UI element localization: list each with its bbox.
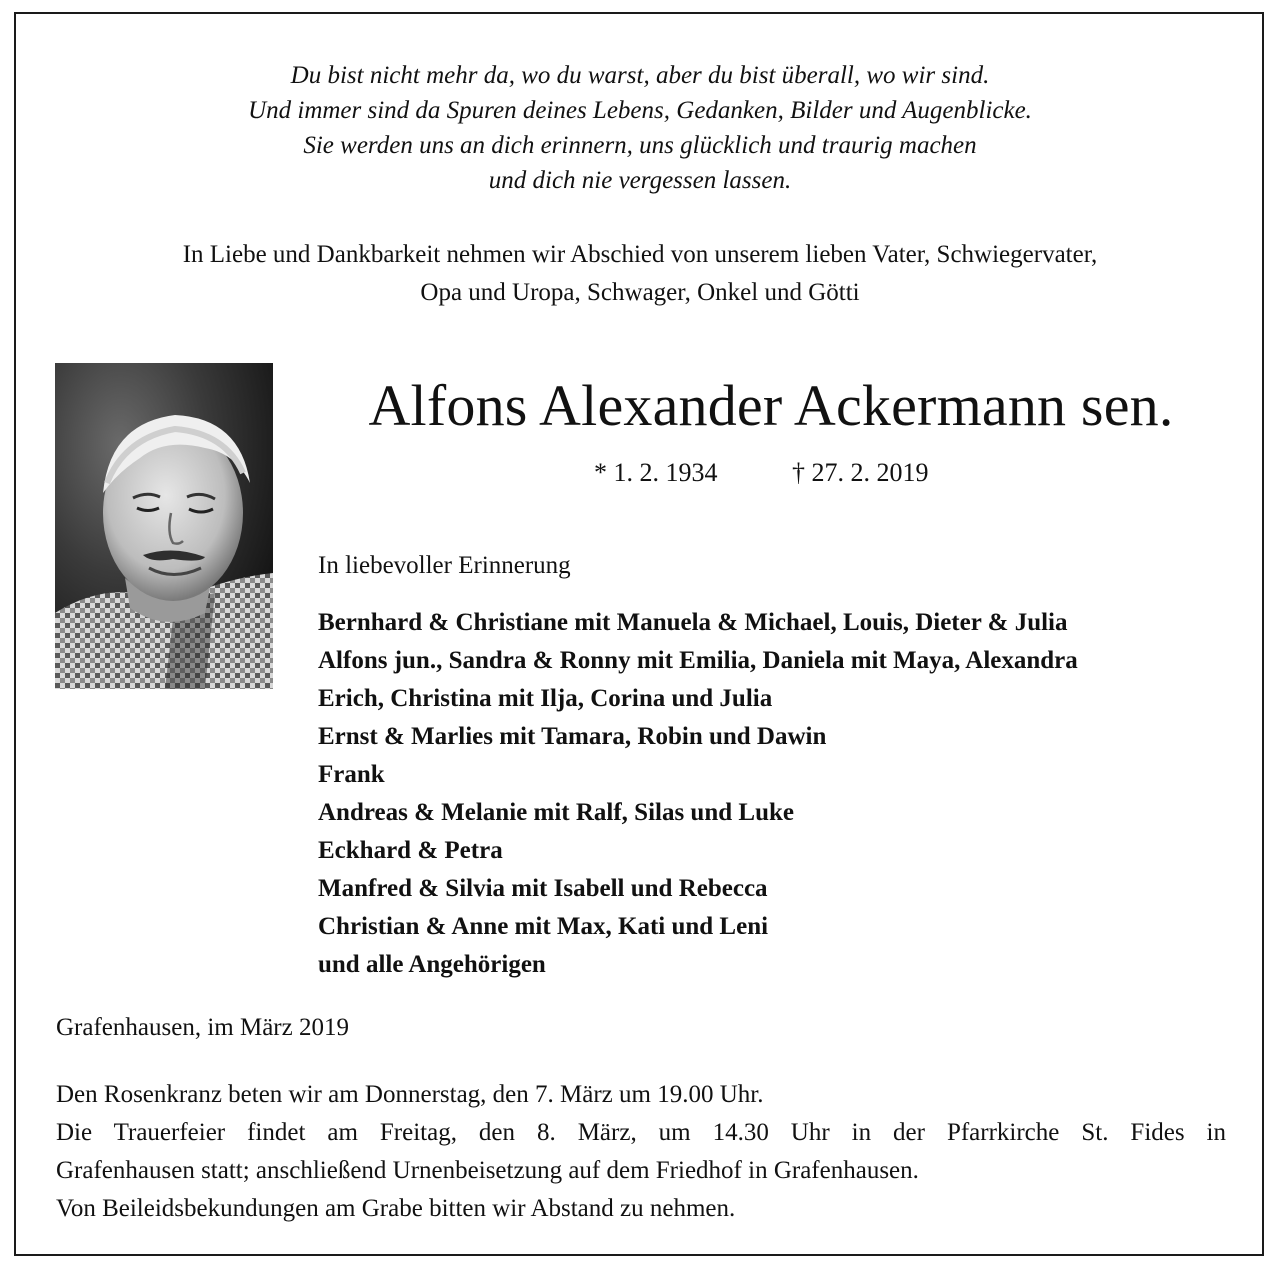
memory-label: In liebevoller Erinnerung: [318, 552, 571, 579]
family-line: Manfred & Silvia mit Isabell und Rebecca: [318, 875, 768, 902]
poem-line: Du bist nicht mehr da, wo du warst, aber du bist überall, wo wir sind.: [290, 62, 990, 89]
family-line: Christian & Anne mit Max, Kati und Leni: [318, 913, 769, 940]
details-line: Den Rosenkranz beten wir am Donnerstag, den 7. März um 19.00 Uhr.: [56, 1081, 764, 1108]
farewell-intro: [0, 236, 1280, 312]
family-line: Erich, Christina mit Ilja, Corina und Julia: [318, 685, 773, 712]
family-line: Andreas & Melanie mit Ralf, Silas und Luke: [318, 799, 794, 826]
family-list: [318, 604, 1078, 984]
poem-line: Sie werden uns an dich erinnern, uns glücklich und traurig machen: [303, 132, 977, 159]
family-line: Frank: [318, 761, 385, 788]
deceased-name: Alfons Alexander Ackermann sen.: [368, 373, 1174, 438]
family-line: Alfons jun., Sandra & Ronny mit Emilia, Daniela mit Maya, Alexandra: [318, 647, 1078, 674]
details-line: Von Beileidsbekundungen am Grabe bitten wir Abstand zu nehmen.: [56, 1195, 736, 1222]
intro-line: Opa und Uropa, Schwager, Onkel und Götti: [420, 279, 860, 306]
intro-line: In Liebe und Dankbarkeit nehmen wir Abschied von unserem lieben Vater, Schwiegervater,: [182, 241, 1098, 268]
family-line: Eckhard & Petra: [318, 837, 503, 864]
death-date: † 27. 2. 2019: [792, 458, 929, 487]
family-line: Bernhard & Christiane mit Manuela & Michael, Louis, Dieter & Julia: [318, 609, 1068, 636]
poem-line: Und immer sind da Spuren deines Lebens, Gedanken, Bilder und Augenblicke.: [248, 97, 1032, 124]
details-line: Die Trauerfeier findet am Freitag, den 8. März, um 14.30 Uhr in der Pfarrkirche St. Fides in: [56, 1119, 1226, 1146]
family-line: Ernst & Marlies mit Tamara, Robin und Dawin: [318, 723, 827, 750]
poem: [0, 58, 1280, 198]
birth-date: * 1. 2. 1934: [594, 458, 718, 487]
place-and-date: Grafenhausen, im März 2019: [56, 1014, 349, 1041]
family-line: und alle Angehörigen: [318, 951, 546, 978]
portrait-photo: [55, 363, 273, 689]
details-line: Grafenhausen statt; anschließend Urnenbeisetzung auf dem Friedhof in Grafenhausen.: [56, 1157, 919, 1184]
poem-line: und dich nie vergessen lassen.: [488, 167, 792, 194]
service-details: [56, 1076, 1226, 1228]
